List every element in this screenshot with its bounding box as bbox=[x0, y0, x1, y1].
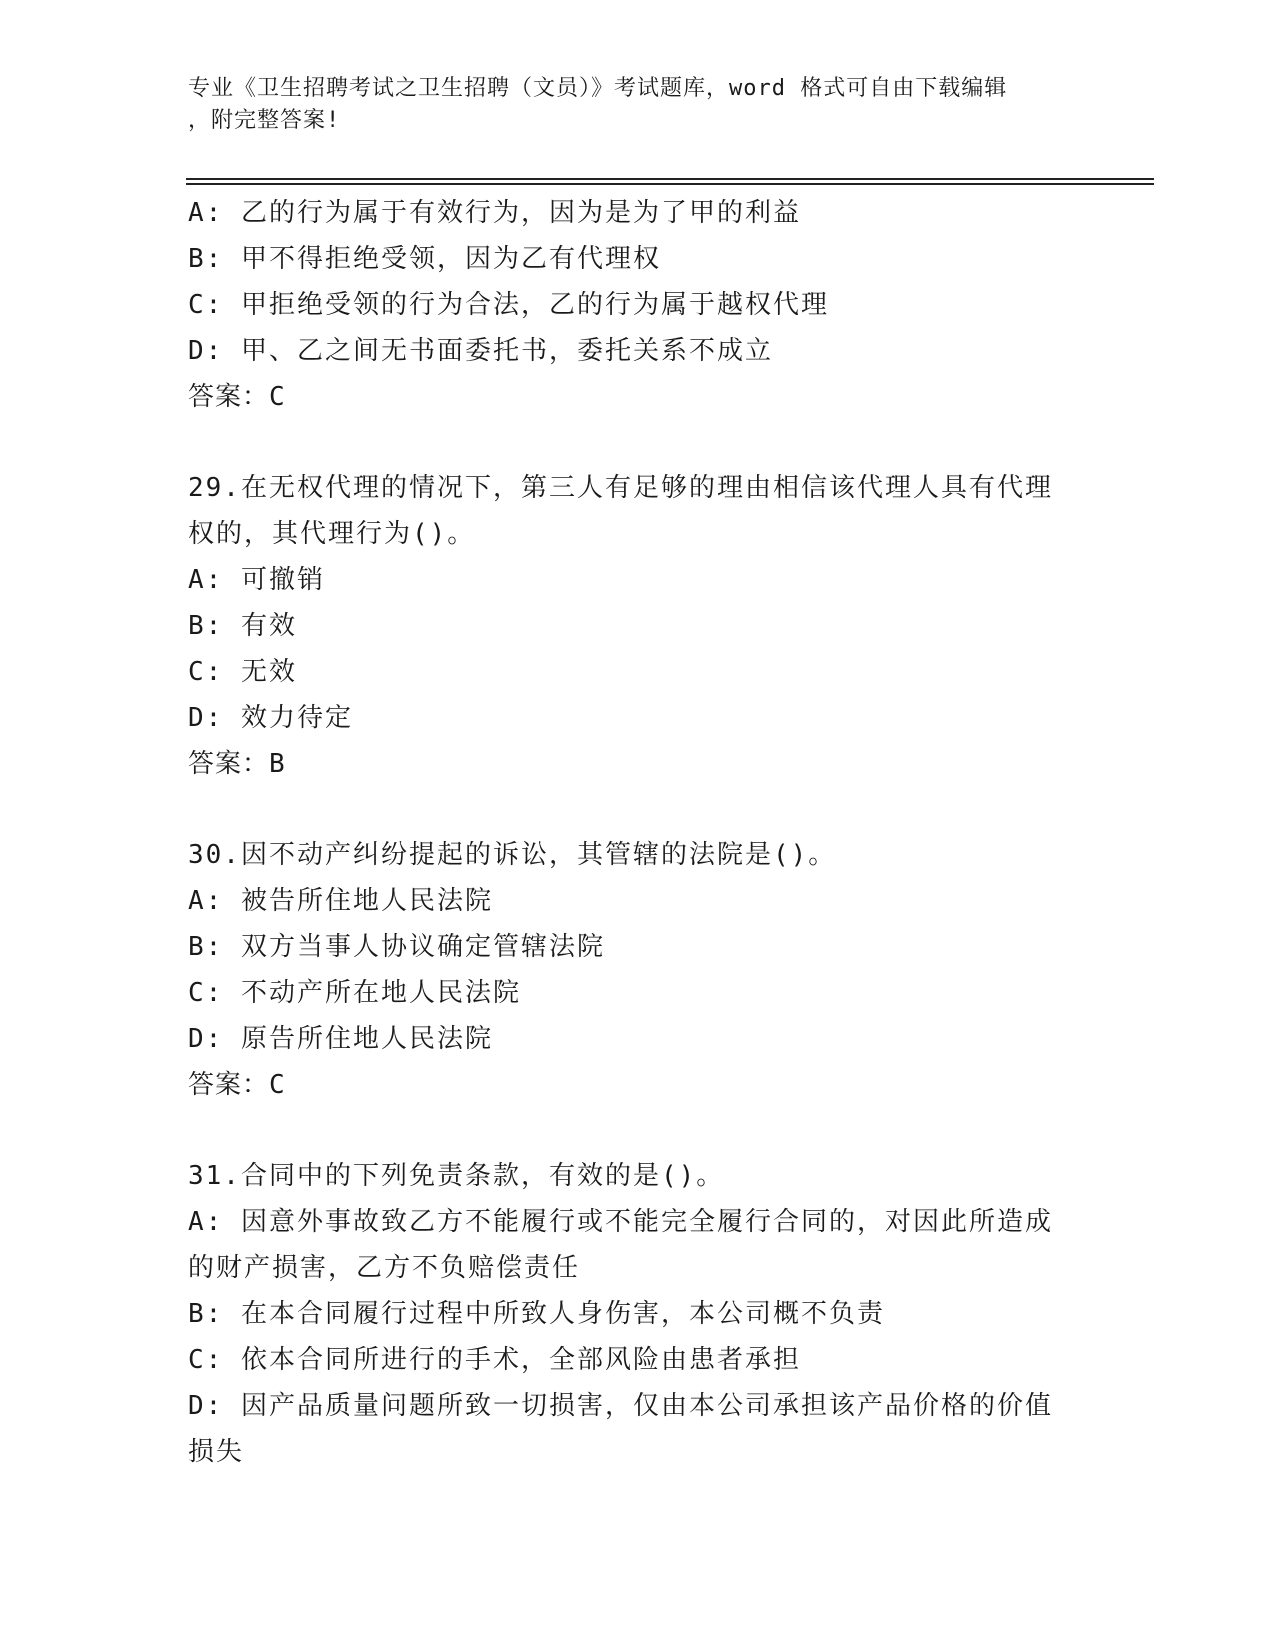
option-c: C: 依本合同所进行的手术，全部风险由患者承担 bbox=[188, 1345, 801, 1375]
spacer bbox=[188, 1108, 1088, 1153]
answer: 答案：C bbox=[188, 382, 286, 412]
option-b: B: 双方当事人协议确定管辖法院 bbox=[188, 932, 605, 962]
option-a: A: 被告所住地人民法院 bbox=[188, 886, 493, 916]
question-28 bbox=[188, 190, 1088, 420]
header-divider-bottom bbox=[186, 183, 1154, 185]
option-b: B: 甲不得拒绝受领，因为乙有代理权 bbox=[188, 244, 661, 274]
question-stem: 31.合同中的下列免责条款，有效的是()。 bbox=[188, 1161, 725, 1191]
question-stem: 30.因不动产纠纷提起的诉讼，其管辖的法院是()。 bbox=[188, 840, 837, 870]
header-line-1: 专业《卫生招聘考试之卫生招聘（文员）》考试题库，word 格式可自由下载编辑 bbox=[188, 76, 1008, 101]
option-d: D: 甲、乙之间无书面委托书，委托关系不成立 bbox=[188, 336, 773, 366]
option-c: C: 甲拒绝受领的行为合法，乙的行为属于越权代理 bbox=[188, 290, 829, 320]
answer: 答案：C bbox=[188, 1070, 286, 1100]
question-29 bbox=[188, 465, 1088, 787]
option-c: C: 无效 bbox=[188, 657, 297, 687]
header-divider-top bbox=[186, 178, 1154, 180]
option-d: D: 原告所住地人民法院 bbox=[188, 1024, 493, 1054]
spacer bbox=[188, 787, 1088, 832]
header-line-2: ，附完整答案! bbox=[188, 108, 341, 133]
option-a: A: 可撤销 bbox=[188, 565, 325, 595]
question-30 bbox=[188, 832, 1088, 1108]
option-b: B: 在本合同履行过程中所致人身伤害，本公司概不负责 bbox=[188, 1299, 885, 1329]
question-list bbox=[188, 190, 1088, 1475]
option-a: A: 乙的行为属于有效行为，因为是为了甲的利益 bbox=[188, 198, 801, 228]
option-d-line-1: D: 因产品质量问题所致一切损害，仅由本公司承担该产品价格的价值 bbox=[188, 1391, 1053, 1421]
option-d: D: 效力待定 bbox=[188, 703, 353, 733]
question-stem-line-1: 29.在无权代理的情况下，第三人有足够的理由相信该代理人具有代理 bbox=[188, 473, 1053, 503]
option-b: B: 有效 bbox=[188, 611, 297, 641]
option-c: C: 不动产所在地人民法院 bbox=[188, 978, 521, 1008]
spacer bbox=[188, 420, 1088, 465]
question-stem-line-2: 权的，其代理行为()。 bbox=[188, 519, 476, 549]
answer: 答案：B bbox=[188, 749, 286, 779]
document-header bbox=[188, 73, 1088, 137]
option-a-line-2: 的财产损害，乙方不负赔偿责任 bbox=[188, 1253, 581, 1283]
question-31 bbox=[188, 1153, 1088, 1475]
option-d-line-2: 损失 bbox=[188, 1437, 245, 1467]
option-a-line-1: A: 因意外事故致乙方不能履行或不能完全履行合同的，对因此所造成 bbox=[188, 1207, 1053, 1237]
